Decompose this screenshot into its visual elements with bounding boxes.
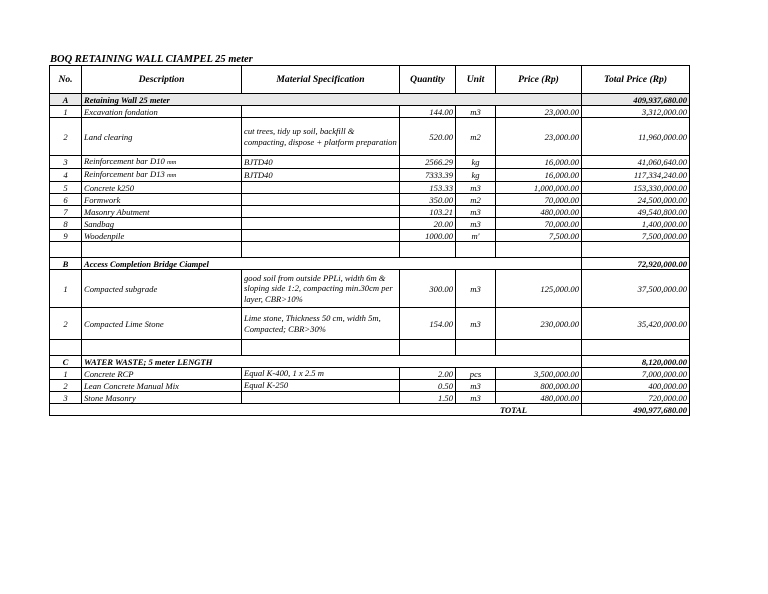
item-spec: Lime stone, Thickness 50 cm, width 5m, Compacted; CBR>30%: [242, 308, 400, 340]
item-total: 49,540,800.00: [582, 206, 690, 218]
item-price: 230,000.00: [496, 308, 582, 340]
item-unit: m': [456, 230, 496, 242]
item-total: 153,330,000.00: [582, 182, 690, 194]
item-description: Woodenpile: [82, 230, 242, 242]
item-price: 125,000.00: [496, 270, 582, 308]
item-spec: good soil from outside PPLi, width 6m & sloping side 1:2, compacting min.30cm per layer, CBR>10%: [242, 270, 400, 308]
item-total: 720,000.00: [582, 392, 690, 404]
item-unit: m2: [456, 194, 496, 206]
item-no: 1: [50, 106, 82, 118]
item-price: 3,500,000.00: [496, 368, 582, 380]
spacer-row: [50, 340, 690, 356]
table-row: [50, 368, 690, 380]
table-row: [50, 169, 690, 182]
item-description: Land clearing: [82, 118, 242, 156]
item-unit: m2: [456, 118, 496, 156]
item-unit: m3: [456, 380, 496, 392]
item-spec: BJTD40: [242, 169, 400, 182]
item-no: 2: [50, 308, 82, 340]
item-spec: [242, 218, 400, 230]
item-total: 35,420,000.00: [582, 308, 690, 340]
col-header-quantity: Quantity: [400, 66, 456, 94]
item-description-text: Reinforcement bar D13: [84, 169, 165, 179]
item-no: 5: [50, 182, 82, 194]
item-unit: m3: [456, 270, 496, 308]
item-price: 480,000.00: [496, 392, 582, 404]
item-unit: m3: [456, 182, 496, 194]
item-quantity: 20.00: [400, 218, 456, 230]
item-spec: [242, 230, 400, 242]
item-description-unit: mm: [166, 172, 177, 179]
table-row: [50, 308, 690, 340]
item-quantity: 1000.00: [400, 230, 456, 242]
item-description-text: Reinforcement bar D10: [84, 156, 165, 166]
item-price: 480,000.00: [496, 206, 582, 218]
item-no: 2: [50, 380, 82, 392]
section-title: Retaining Wall 25 meter: [82, 94, 582, 106]
item-no: 7: [50, 206, 82, 218]
item-price: 800,000.00: [496, 380, 582, 392]
item-quantity: 144.00: [400, 106, 456, 118]
item-quantity: 7333.39: [400, 169, 456, 182]
item-spec: [242, 182, 400, 194]
grand-total-row: [50, 404, 690, 416]
section-code: C: [50, 356, 82, 368]
item-quantity: 0.50: [400, 380, 456, 392]
item-price: 16,000.00: [496, 169, 582, 182]
table-row: [50, 380, 690, 392]
item-unit: m3: [456, 106, 496, 118]
item-unit: m3: [456, 206, 496, 218]
item-spec: [242, 194, 400, 206]
col-header-unit: Unit: [456, 66, 496, 94]
item-price: 23,000.00: [496, 106, 582, 118]
col-header-total: Total Price (Rp): [582, 66, 690, 94]
item-total: 11,960,000.00: [582, 118, 690, 156]
col-header-no: No.: [50, 66, 82, 94]
item-quantity: 2566.29: [400, 156, 456, 169]
section-total: 409,937,680.00: [582, 94, 690, 106]
item-quantity: 350.00: [400, 194, 456, 206]
table-row: [50, 218, 690, 230]
item-total: 1,400,000.00: [582, 218, 690, 230]
item-description: Concrete RCP: [82, 368, 242, 380]
item-quantity: 1.50: [400, 392, 456, 404]
item-price: 23,000.00: [496, 118, 582, 156]
item-total: 37,500,000.00: [582, 270, 690, 308]
item-price: 1,000,000.00: [496, 182, 582, 194]
item-description: Lean Concrete Manual Mix: [82, 380, 242, 392]
item-no: 1: [50, 270, 82, 308]
item-price: 16,000.00: [496, 156, 582, 169]
col-header-price: Price (Rp): [496, 66, 582, 94]
table-row: [50, 118, 690, 156]
item-description: Excavation fondation: [82, 106, 242, 118]
item-description: Sandbag: [82, 218, 242, 230]
item-description: Masonry Abutment: [82, 206, 242, 218]
item-spec: Equal K-400, 1 x 2.5 m: [242, 368, 400, 380]
item-description: Stone Masonry: [82, 392, 242, 404]
item-total: 400,000.00: [582, 380, 690, 392]
item-spec: [242, 106, 400, 118]
spacer-row: [50, 242, 690, 258]
table-row: [50, 230, 690, 242]
item-no: 4: [50, 169, 82, 182]
section-total: 72,920,000.00: [582, 258, 690, 270]
item-description: Compacted Lime Stone: [82, 308, 242, 340]
table-row: [50, 106, 690, 118]
item-description: [82, 169, 242, 182]
item-quantity: 520.00: [400, 118, 456, 156]
item-quantity: 2.00: [400, 368, 456, 380]
item-no: 9: [50, 230, 82, 242]
item-total: 7,000,000.00: [582, 368, 690, 380]
grand-total-value: 490,977,680.00: [582, 404, 690, 416]
item-spec: [242, 392, 400, 404]
item-no: 3: [50, 156, 82, 169]
item-quantity: 300.00: [400, 270, 456, 308]
item-no: 3: [50, 392, 82, 404]
item-total: 117,334,240.00: [582, 169, 690, 182]
item-price: 70,000.00: [496, 218, 582, 230]
item-total: 3,312,000.00: [582, 106, 690, 118]
item-quantity: 103.21: [400, 206, 456, 218]
col-header-spec: Material Specification: [242, 66, 400, 94]
item-unit: pcs: [456, 368, 496, 380]
item-description: [82, 156, 242, 169]
item-total: 7,500,000.00: [582, 230, 690, 242]
item-description: Formwork: [82, 194, 242, 206]
item-quantity: 153.33: [400, 182, 456, 194]
section-title: WATER WASTE; 5 meter LENGTH: [82, 356, 582, 368]
grand-total-label: TOTAL: [50, 404, 582, 416]
item-spec: Equal K-250: [242, 380, 400, 392]
item-no: 6: [50, 194, 82, 206]
item-description: Concrete k250: [82, 182, 242, 194]
table-row: [50, 194, 690, 206]
section-title: Access Completion Bridge Ciampel: [82, 258, 582, 270]
item-description: Compacted subgrade: [82, 270, 242, 308]
col-header-description: Description: [82, 66, 242, 94]
header-row: [50, 66, 690, 94]
item-total: 24,500,000.00: [582, 194, 690, 206]
item-spec: cut trees, tidy up soil, backfill & compacting, dispose + platform preparation: [242, 118, 400, 156]
section-total: 8,120,000.00: [582, 356, 690, 368]
item-price: 70,000.00: [496, 194, 582, 206]
section-code: A: [50, 94, 82, 106]
item-spec: [242, 206, 400, 218]
item-unit: m3: [456, 218, 496, 230]
section-row-c: [50, 356, 690, 368]
item-unit: m3: [456, 392, 496, 404]
item-no: 8: [50, 218, 82, 230]
document-title: BOQ RETAINING WALL CIAMPEL 25 meter: [50, 54, 253, 65]
item-quantity: 154.00: [400, 308, 456, 340]
section-code: B: [50, 258, 82, 270]
table-row: [50, 182, 690, 194]
item-description-unit: mm: [166, 159, 177, 166]
section-row-a: [50, 94, 690, 106]
item-unit: m3: [456, 308, 496, 340]
item-total: 41,060,640.00: [582, 156, 690, 169]
table-row: [50, 156, 690, 169]
table-row: [50, 392, 690, 404]
item-unit: kg: [456, 169, 496, 182]
item-price: 7,500.00: [496, 230, 582, 242]
item-no: 2: [50, 118, 82, 156]
boq-table: [49, 65, 690, 416]
table-row: [50, 206, 690, 218]
item-unit: kg: [456, 156, 496, 169]
item-spec: BJTD40: [242, 156, 400, 169]
table-row: [50, 270, 690, 308]
section-row-b: [50, 258, 690, 270]
item-no: 1: [50, 368, 82, 380]
